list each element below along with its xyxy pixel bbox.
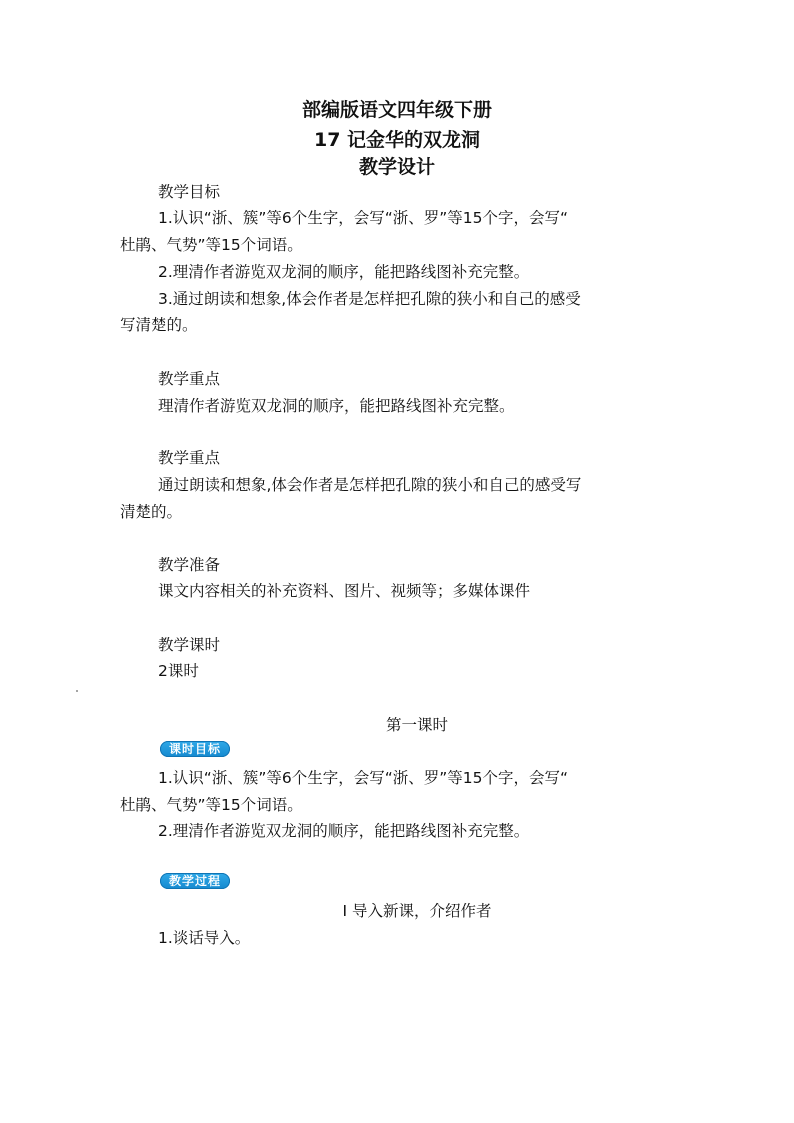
periods-content: 2课时 [158, 662, 199, 680]
key-points-content: 理清作者游览双龙洞的顺序，能把路线图补充完整。 [158, 397, 515, 415]
lesson-title: 17 记金华的双龙洞 [313, 129, 481, 151]
difficult-points-content: 通过朗读和想象,体会作者是怎样把孔隙的狭小和自己的感受写 [158, 476, 582, 494]
document-title: 部编版语文四年级下册 [301, 99, 492, 121]
goal-item-2: 2.理清作者游览双龙洞的顺序，能把路线图补充完整。 [158, 263, 530, 281]
step-1: 1.谈话导入。 [158, 929, 251, 947]
stray-dot [76, 690, 78, 692]
lesson1-title: 第一课时 [385, 716, 448, 734]
difficult-points-heading: 教学重点 [158, 449, 221, 467]
difficult-points-content-cont: 清楚的。 [120, 503, 183, 521]
goal-item-1: 1.认识“浙、簇”等6个生字，会写“浙、罗”等15个字，会写“ [158, 209, 569, 227]
section1-title: Ⅰ 导入新课，介绍作者 [342, 902, 492, 920]
teaching-process-badge: 教学过程 [160, 873, 230, 889]
periods-heading: 教学课时 [158, 636, 221, 654]
key-points-heading: 教学重点 [158, 370, 221, 388]
goal-item-3-cont: 写清楚的。 [120, 316, 198, 334]
goals-heading: 教学目标 [158, 183, 221, 201]
lesson-goals-badge: 课时目标 [160, 741, 230, 757]
lesson1-goal-item-2: 2.理清作者游览双龙洞的顺序，能把路线图补充完整。 [158, 822, 530, 840]
preparation-heading: 教学准备 [158, 556, 221, 574]
lesson1-goal-item-1-cont: 杜鹃、气势”等15个词语。 [120, 796, 303, 814]
goal-item-1-cont: 杜鹃、气势”等15个词语。 [120, 236, 303, 254]
lesson1-goal-item-1: 1.认识“浙、簇”等6个生字，会写“浙、罗”等15个字，会写“ [158, 769, 569, 787]
preparation-content: 课文内容相关的补充资料、图片、视频等；多媒体课件 [158, 582, 531, 600]
document-subtitle: 教学设计 [358, 156, 435, 178]
goal-item-3: 3.通过朗读和想象,体会作者是怎样把孔隙的狭小和自己的感受 [158, 290, 581, 308]
